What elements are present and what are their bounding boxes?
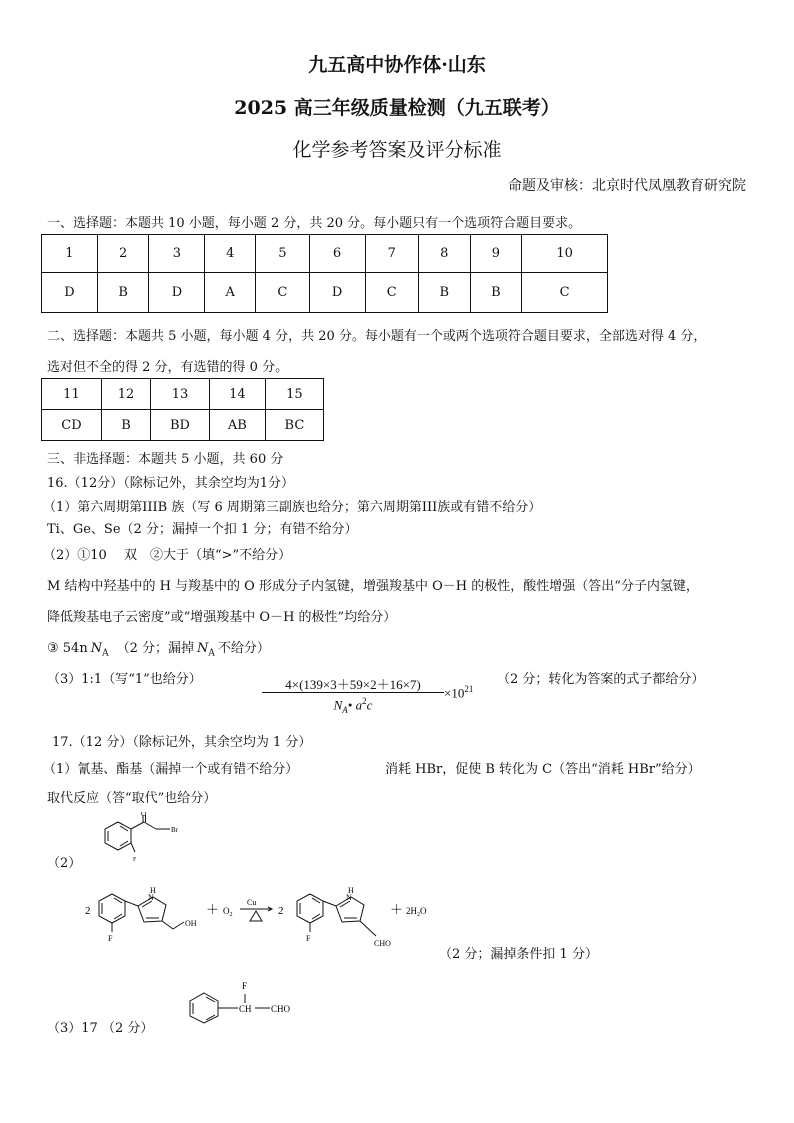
q17-part3: （3）17 （2 分） [47,1021,154,1036]
formula-numerator: 4×(139×3＋59×2＋16×7) [285,677,421,692]
product-nh-h-label: H [348,886,354,895]
question-number-cell: 10 [522,235,608,273]
product-coefficient: 2 [278,905,284,917]
q17-part1a: （1）氰基、酯基（漏掉一个或有错不给分） [43,762,299,777]
bromoketone-f-label: F [133,857,137,863]
reactant-coefficient: 2 [85,905,91,917]
question-number-cell: 11 [42,379,102,410]
answer-cell: B [419,273,471,313]
q16-na-symbol-2: N [196,641,209,656]
answer-cell: B [97,273,149,313]
bromoketone-br-label: Br [171,826,178,834]
title-line-1: 九五高中协作体·山东 [308,54,486,76]
answer-cell: AB [209,410,265,441]
answer-cell: C [522,273,608,313]
question-number-cell: 13 [151,379,210,410]
question-number-cell: 6 [309,235,365,273]
q16-part2d [47,637,270,659]
formula-denominator [264,696,442,715]
q16-part1: （1）第六周期第IIIB 族（写 6 周期第三副族也给分；第六周期第III族或有错不给分） [43,500,542,515]
formula-multiplier [444,684,473,701]
oxidation-reaction-equation [80,880,450,960]
question-number-cell: 5 [256,235,310,273]
plus-sign-1: ＋ [206,902,220,917]
q16-part3-note: （2 分；转化为答案的式子都给分） [497,672,705,687]
formula-den-n: N [333,697,343,713]
question-number-cell: 14 [209,379,265,410]
bromoketone-structure [98,812,188,868]
question-number-cell: 15 [265,379,323,410]
answer-cell: BD [151,410,210,441]
question-number-cell: 8 [419,235,471,273]
q17-title: 17.（12 分）（除标记外，其余空均为 1 分） [52,735,312,750]
plus-sign-2: ＋ [390,902,404,917]
answer-cell: B [470,273,522,313]
question-number-cell: 7 [365,235,419,273]
answer-cell: A [205,273,256,313]
formula-exponent: 21 [464,684,474,694]
section2-answer-table [41,378,324,441]
reactant-f-label: F [108,934,113,943]
q16-part3: （3）1:1（写“1”也给分） [47,672,202,687]
q16-part2d-rest: （2 分；漏掉 [116,641,194,656]
product-f-label: F [306,934,311,943]
oxygen-label: $O_2$ [223,906,233,918]
q16-na-subscript-2: A [208,648,215,659]
q17-part2-note: （2 分；漏掉条件扣 1 分） [439,947,598,962]
formula-den-sup: 2 [362,696,367,706]
struct3-ch-label: CH [239,1004,252,1014]
question-number-cell: 4 [205,235,256,273]
answer-cell: CD [42,410,102,441]
author-line: 命题及审核：北京时代凤凰教育研究院 [508,178,746,194]
q17-part2-label: （2） [47,856,82,871]
reactant-nh-h-label: H [150,886,156,895]
reactant-n-label: N [148,893,154,902]
section2-heading-line1: 二、选择题：本题共 5 小题，每小题 4 分，共 20 分。每小题有一个或两个选项符合题目要求，全部选对得 4 分， [47,329,707,344]
q16-part1b: Ti、Ge、Se（2 分；漏掉一个扣 1 分；有错不给分） [47,522,358,537]
q16-part2d-end: 不给分） [217,641,270,656]
question-number-cell: 12 [101,379,150,410]
answer-cell: D [42,273,98,313]
q16-title: 16.（12分）（除标记外，其余空均为1分） [47,476,294,491]
q16-part2c: 降低羧基电子云密度”或“增强羧基中 O－H 的极性”均给分） [47,610,397,625]
fluorophenylacetaldehyde-structure [182,978,302,1034]
section2-heading-line2: 选对但不全的得 2 分，有选错的得 0 分。 [47,360,289,375]
answer-cell: D [149,273,205,313]
q17-part1c: 取代反应（答“取代”也给分） [47,791,217,806]
answer-cell: B [101,410,150,441]
q16-part2d-value: ③ 54n [47,641,88,656]
struct3-cho-label: CHO [271,1004,291,1014]
q17-part1b: 消耗 HBr，促使 B 转化为 C（答出“消耗 HBr”给分） [385,762,701,777]
q16-part2: （2）①10 双 ②大于（填“>”不给分） [43,548,292,563]
struct3-f-label: F [242,981,248,991]
section1-heading: 一、选择题：本题共 10 小题，每小题 2 分，共 20 分。每小题只有一个选项符合题目要求。 [47,216,582,231]
reactant-oh-label: OH [185,919,197,928]
product-n-label: N [346,893,352,902]
question-number-cell: 2 [97,235,149,273]
formula-times: ×10 [444,685,465,701]
section1-answer-table [41,234,608,313]
question-number-cell: 9 [470,235,522,273]
q16-na-subscript: A [102,648,109,659]
answer-cell: BC [265,410,323,441]
answer-cell: C [365,273,419,313]
question-number-cell: 3 [149,235,205,273]
bromoketone-o-label: O [141,812,147,818]
formula-den-c: c [366,697,373,713]
water-label: $2H_2O$ [406,906,427,918]
answer-cell: C [256,273,310,313]
catalyst-label: Cu [247,898,257,907]
q16-part2b: M 结构中羟基中的 H 与羧基中的 O 形成分子内氢键，增强羧基中 O－H 的极性，酸性增强（答出“分子内氢键， [47,579,699,594]
formula-den-a: A [342,704,348,715]
formula-fraction-bar [262,692,444,693]
title-line-2: 2025 高三年级质量检测（九五联考） [234,97,560,119]
answer-cell: D [309,273,365,313]
question-number-cell: 1 [42,235,98,273]
section3-heading: 三、非选择题：本题共 5 小题，共 60 分 [47,452,284,467]
title-line-3: 化学参考答案及评分标准 [292,139,502,161]
product-cho-label: CHO [374,939,391,948]
formula-den-rest: • a [347,697,363,713]
q16-na-symbol: N [90,641,103,656]
